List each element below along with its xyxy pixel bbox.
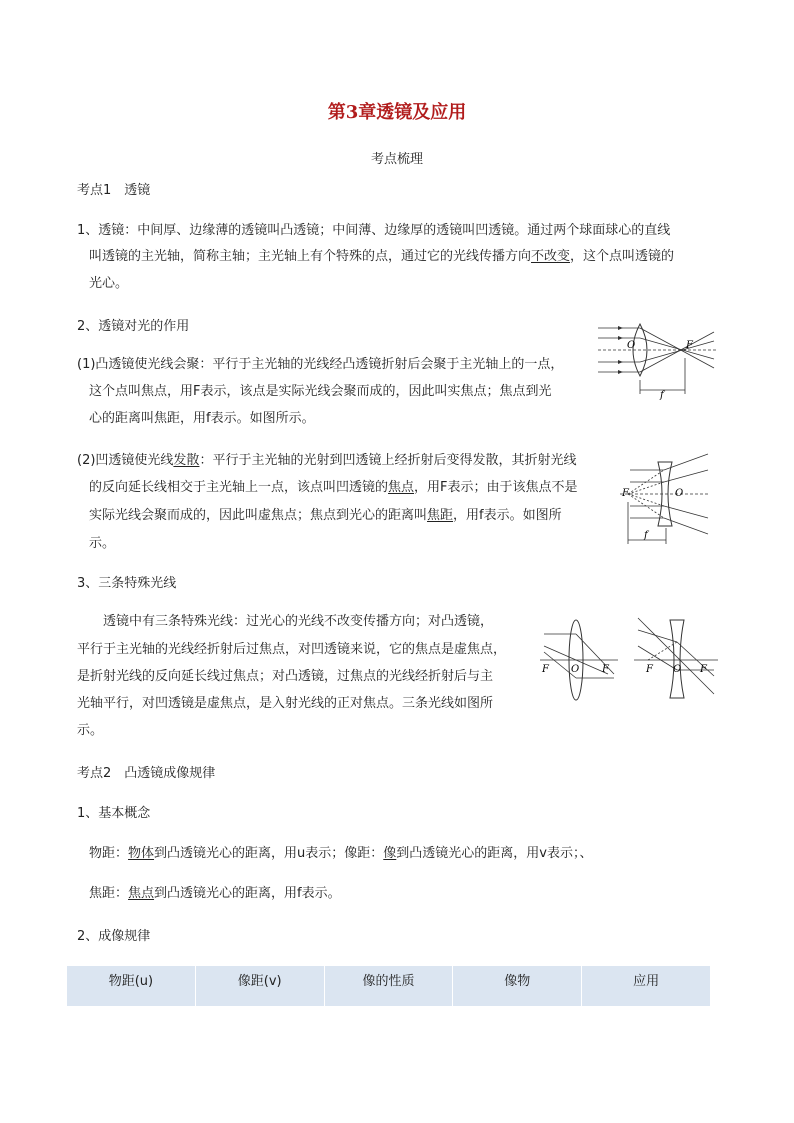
fig2-focal-label: f xyxy=(644,530,648,541)
p3-line1: 透镜中有三条特殊光线：过光心的光线不改变传播方向；对凸透镜， xyxy=(103,614,494,629)
convex-lens-figure xyxy=(596,318,718,402)
table-header-application: 应用 xyxy=(633,974,660,989)
p2-2-line4: 示。 xyxy=(89,536,116,551)
concave-lens-figure xyxy=(620,452,712,548)
fig3-f-right-label: F xyxy=(602,664,609,675)
table-header-image-nature: 像的性质 xyxy=(325,966,454,1006)
p2-2-line1: (2)凹透镜使光线发散：平行于主光轴的光射到凹透镜上经折射后变得发散，其折射光线 xyxy=(77,453,577,468)
p2-1-line3: 心的距离叫焦距，用f表示。如图所示。 xyxy=(89,411,315,426)
heading-lens-effect: 2、透镜对光的作用 xyxy=(77,319,190,334)
table-header-object-distance: 物距(u) xyxy=(67,966,196,1006)
fig1-focal-label: f xyxy=(660,390,664,401)
heading-special-rays: 3、三条特殊光线 xyxy=(77,576,177,591)
section-subtitle: 考点梳理 xyxy=(370,152,423,167)
concept-focal-length: 焦距：焦点到凸透镜光心的距离，用f表示。 xyxy=(89,886,341,901)
p2-2-line2: 的反向延长线相交于主光轴上一点，该点叫凹透镜的焦点，用F表示；由于该焦点不是 xyxy=(89,480,578,495)
heading-point1: 考点1 透镜 xyxy=(77,183,151,198)
fig4-f-right-label: F xyxy=(700,664,707,675)
fig2-o-label: O xyxy=(675,488,684,499)
fig3-o-label: O xyxy=(571,664,580,675)
fig4-f-left-label: F xyxy=(646,664,653,675)
p3-line5: 示。 xyxy=(77,723,104,738)
p1-line2: 叫透镜的主光轴，简称主轴；主光轴上有个特殊的点，通过它的光线传播方向不改变，这个点叫透镜的 xyxy=(89,249,675,264)
heading-imaging-rules: 2、成像规律 xyxy=(77,929,151,944)
p2-1-line1: (1)凸透镜使光线会聚：平行于主光轴的光线经凸透镜折射后会聚于主光轴上的一点， xyxy=(77,357,564,372)
p1-line1: 1、透镜：中间厚、边缘薄的透镜叫凸透镜；中间薄、边缘厚的透镜叫凹透镜。通过两个球面球心的直线 xyxy=(77,223,671,238)
p3-line3: 是折射光线的反向延长线过焦点；对凸透镜，过焦点的光线经折射后与主 xyxy=(77,669,494,684)
fig3-f-left-label: F xyxy=(542,664,549,675)
fig2-f-label: F xyxy=(622,488,629,499)
p3-line4: 光轴平行，对凹透镜是虚焦点，是入射光线的正对焦点。三条光线如图所 xyxy=(77,696,494,711)
convex-three-rays-figure xyxy=(540,612,618,702)
p2-2-line3: 实际光线会聚而成的，因此叫虚焦点；焦点到光心的距离叫焦距，用f表示。如图所 xyxy=(89,508,562,523)
fig4-o-label: O xyxy=(673,664,682,675)
fig1-o-label: O xyxy=(627,340,636,351)
p3-line2: 平行于主光轴的光线经折射后过焦点，对凹透镜来说，它的焦点是虚焦点， xyxy=(77,642,507,657)
p2-1-line2: 这个点叫焦点，用F表示，该点是实际光线会聚而成的，因此叫实焦点；焦点到光 xyxy=(89,384,552,399)
concave-three-rays-figure xyxy=(634,612,718,702)
concept-distances: 物距：物体到凸透镜光心的距离，用u表示；像距：像到凸透镜光心的距离，用v表示；、 xyxy=(89,846,593,861)
fig1-f-label: F xyxy=(686,340,693,351)
page-title: 第3章透镜及应用 xyxy=(327,102,467,123)
table-header-image-distance: 像距(v) xyxy=(196,966,325,1006)
heading-point2: 考点2 凸透镜成像规律 xyxy=(77,766,216,781)
heading-basic-concepts: 1、基本概念 xyxy=(77,806,151,821)
p1-line3: 光心。 xyxy=(89,276,129,291)
table-header-image-object: 像物 xyxy=(453,966,582,1006)
imaging-rules-table xyxy=(67,966,710,1006)
